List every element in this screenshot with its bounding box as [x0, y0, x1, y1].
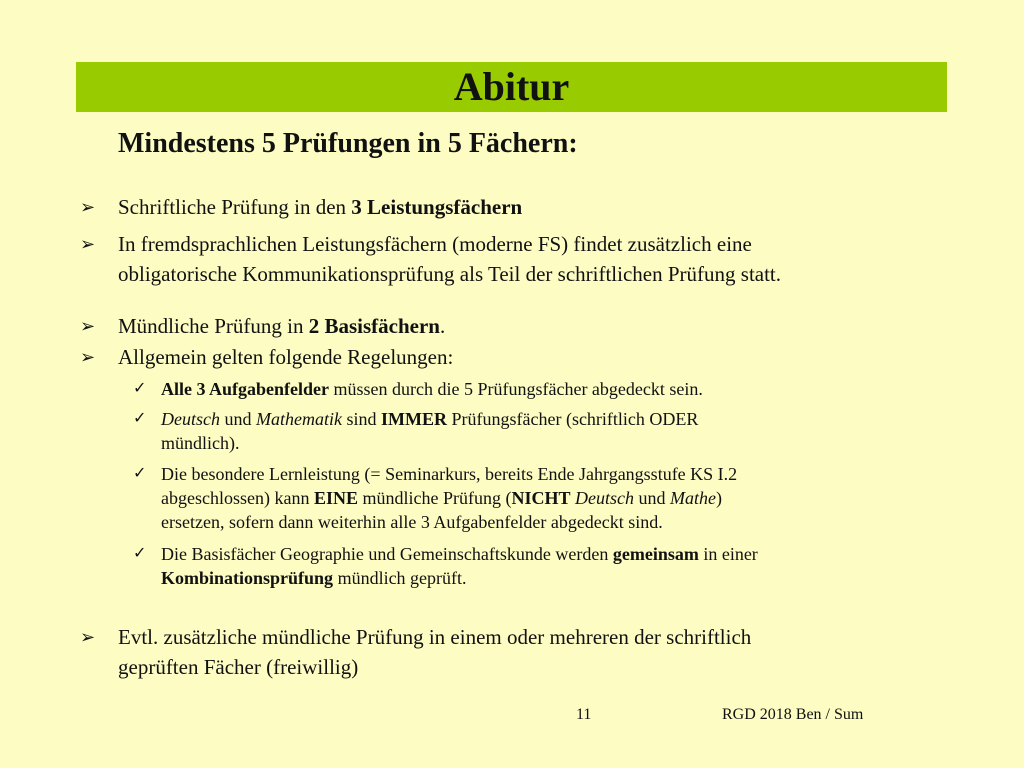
- arrow-bullet-icon: ➢: [80, 316, 96, 336]
- bullet-item-oral-exam: [80, 311, 918, 341]
- bullet-item-communication-exam: [80, 229, 918, 289]
- bullet-text: Mündliche Prüfung in 2 Basisfächern.: [118, 314, 446, 338]
- bullet-text: Allgemein gelten folgende Regelungen:: [118, 345, 454, 369]
- arrow-bullet-icon: ➢: [80, 234, 96, 254]
- check-text: Alle 3 Aufgabenfelder müssen durch die 5 Prüfungsfächer abgedeckt sein.: [161, 379, 703, 399]
- footer-credit: RGD 2018 Ben / Sum: [722, 706, 864, 723]
- check-item-mandatory-subjects: [133, 407, 881, 455]
- bullet-text: Schriftliche Prüfung in den 3 Leistungsfächern: [118, 195, 523, 219]
- check-item-special-learning: [133, 462, 881, 534]
- check-item-combination-exam: [133, 542, 881, 590]
- bullet-item-optional-oral: [80, 622, 918, 682]
- slide-title: Abitur: [453, 64, 570, 109]
- check-item-task-fields: [133, 377, 881, 401]
- arrow-bullet-icon: ➢: [80, 627, 96, 647]
- checkmark-icon: ✓: [133, 545, 147, 562]
- bullet-item-written-exam: [80, 192, 918, 222]
- bullet-item-general-rules: [80, 342, 918, 372]
- page-number: 11: [576, 706, 592, 723]
- checkmark-icon: ✓: [133, 410, 147, 427]
- checkmark-icon: ✓: [133, 380, 147, 397]
- title-bar: [76, 62, 947, 112]
- check-text: Die Basisfächer Geographie und Gemeinschaftskunde werden gemeinsam in einer Kombinationsprüfung mündlich geprüft.: [161, 544, 758, 588]
- slide-subtitle: Mindestens 5 Prüfungen in 5 Fächern:: [118, 128, 578, 159]
- bullet-text: Evtl. zusätzliche mündliche Prüfung in einem oder mehreren der schriftlich geprüften Fächer (freiwillig): [118, 625, 752, 679]
- checkmark-icon: ✓: [133, 465, 147, 482]
- arrow-bullet-icon: ➢: [80, 197, 96, 217]
- arrow-bullet-icon: ➢: [80, 347, 96, 367]
- check-text: Deutsch und Mathematik sind IMMER Prüfungsfächer (schriftlich ODER mündlich).: [161, 409, 699, 453]
- bullet-text: In fremdsprachlichen Leistungsfächern (moderne FS) findet zusätzlich eine obligatorische Kommunikationsprüfung als Teil der schriftlichen Prüfung statt.: [118, 232, 782, 286]
- check-text: Die besondere Lernleistung (= Seminarkurs, bereits Ende Jahrgangsstufe KS I.2 abgeschlossen) kann EINE mündliche Prüfung (NICHT Deutsch und Mathe) ersetzen, sofern dann weiterhin alle 3 Aufgabenfelder abgedeckt sind.: [161, 464, 738, 532]
